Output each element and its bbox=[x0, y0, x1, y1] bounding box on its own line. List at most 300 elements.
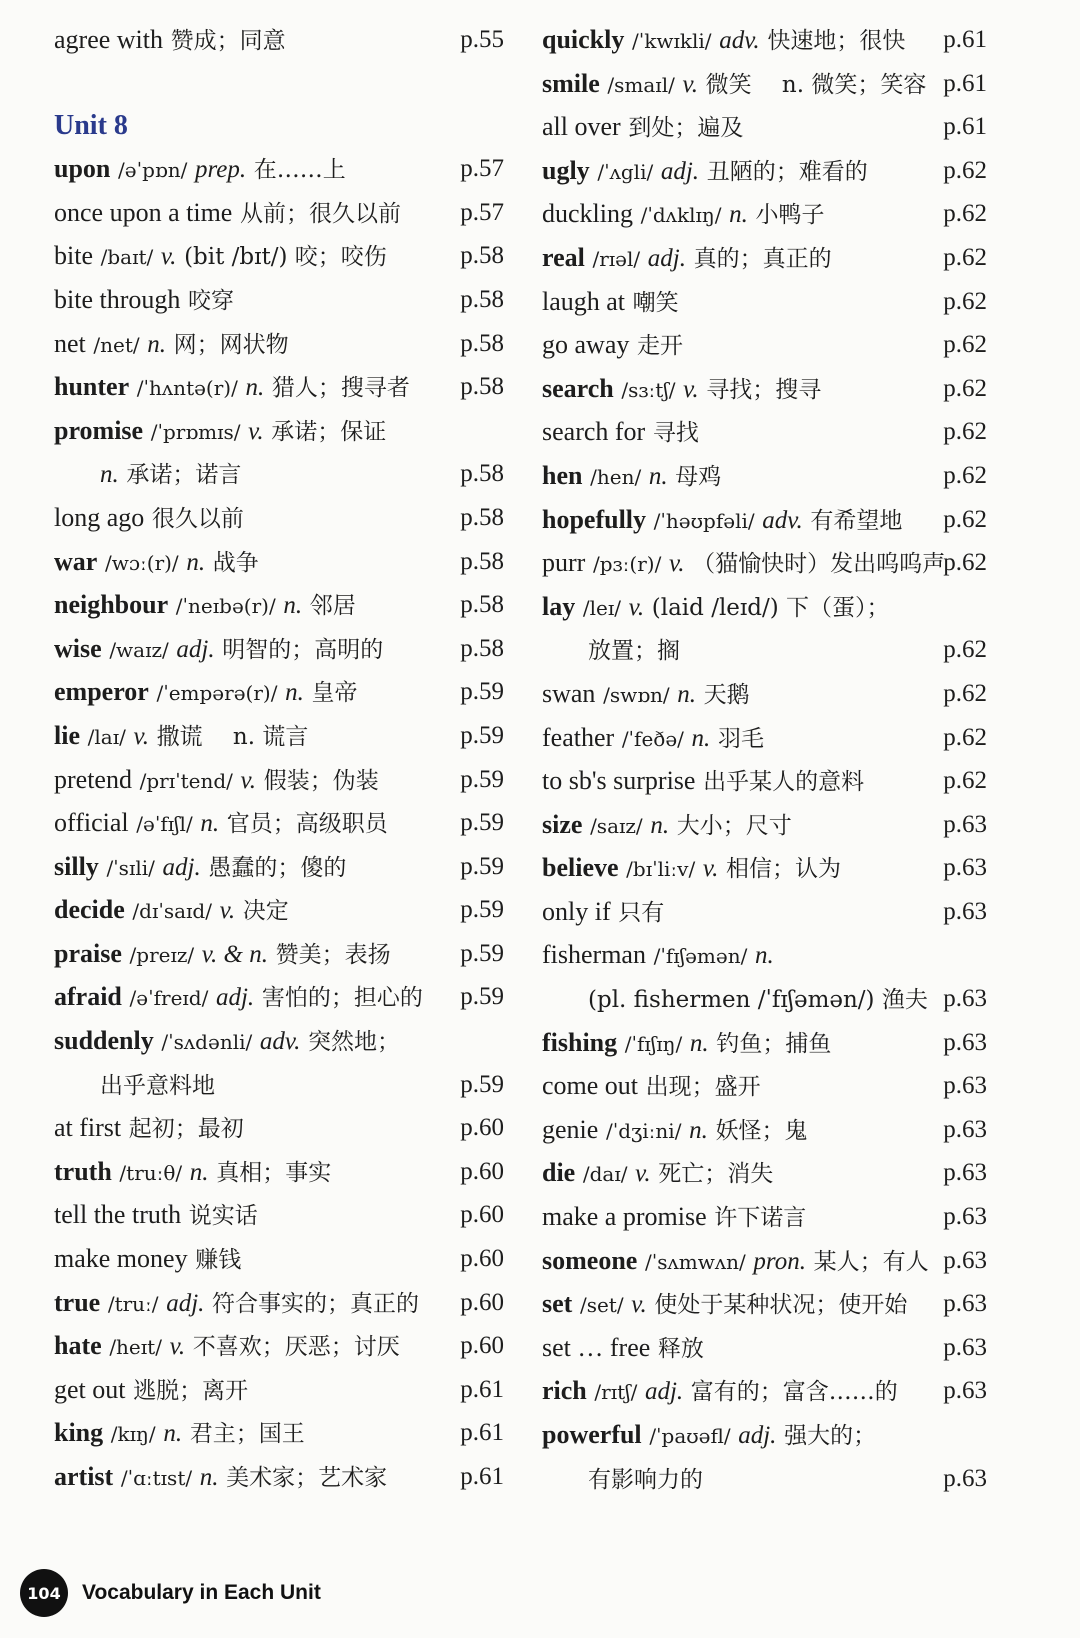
page-ref: p.58 bbox=[460, 329, 504, 357]
vocab-entry bbox=[542, 541, 987, 585]
part-of-speech: n. bbox=[729, 201, 748, 229]
vocab-entry bbox=[54, 583, 504, 627]
phonetic: /prɪˈtend/ bbox=[139, 768, 233, 793]
meaning: 天鹅 bbox=[703, 681, 750, 708]
vocab-entry bbox=[542, 410, 987, 454]
entry-text bbox=[54, 496, 244, 542]
left-column bbox=[54, 18, 504, 1499]
entry-text bbox=[542, 1021, 831, 1067]
headword: duckling bbox=[542, 199, 633, 229]
page-ref: p.57 bbox=[460, 155, 504, 183]
entry-text bbox=[542, 1151, 773, 1197]
headword: lie bbox=[54, 720, 80, 750]
page-ref: p.63 bbox=[943, 1028, 987, 1056]
headword: purr bbox=[542, 548, 586, 578]
headword: official bbox=[54, 808, 129, 838]
headword: believe bbox=[542, 853, 619, 883]
page-ref: p.58 bbox=[460, 460, 504, 488]
entry-text bbox=[54, 191, 401, 237]
entry-text bbox=[542, 62, 926, 108]
entry-text bbox=[54, 1063, 215, 1109]
page-ref: p.58 bbox=[460, 503, 504, 531]
phonetic: /daɪ/ bbox=[582, 1162, 628, 1187]
phonetic: /ˈdʌklɪŋ/ bbox=[640, 203, 722, 228]
headword: powerful bbox=[542, 1420, 642, 1449]
entry-text bbox=[542, 18, 905, 64]
entry-text bbox=[542, 672, 750, 718]
part-of-speech: n. bbox=[691, 724, 711, 752]
entry-text bbox=[542, 803, 792, 849]
vocab-entry bbox=[54, 496, 504, 540]
vocab-entry bbox=[542, 759, 987, 803]
meaning: 假装；伪装 bbox=[263, 767, 379, 794]
vocab-entry bbox=[54, 409, 504, 453]
vocab-entry bbox=[542, 323, 987, 367]
meaning: 放置；搁 bbox=[588, 638, 680, 665]
meaning: 承诺；保证 bbox=[271, 418, 387, 445]
page-ref: p.63 bbox=[943, 985, 987, 1013]
entry-text bbox=[542, 498, 902, 544]
part-of-speech: pron. bbox=[753, 1247, 806, 1275]
entry-text bbox=[54, 932, 391, 978]
phonetic: /əˈfɪʃl/ bbox=[136, 812, 193, 837]
vocab-entry bbox=[542, 933, 987, 977]
phonetic: /ˈneɪbə(r)/ bbox=[175, 594, 276, 619]
meaning: 起初；最初 bbox=[128, 1116, 244, 1143]
page-ref: p.62 bbox=[943, 723, 987, 751]
vocab-entry bbox=[542, 672, 987, 716]
vocab-entry bbox=[542, 1108, 987, 1152]
part-of-speech: prep. bbox=[194, 156, 247, 184]
page-ref: p.59 bbox=[460, 1070, 504, 1098]
headword: make a promise bbox=[542, 1202, 707, 1232]
page-ref: p.63 bbox=[943, 1159, 987, 1187]
vocab-entry bbox=[54, 1324, 504, 1368]
headword: king bbox=[54, 1418, 104, 1448]
page-ref: p.63 bbox=[943, 1464, 987, 1492]
headword: hopefully bbox=[542, 504, 647, 534]
right-column bbox=[542, 18, 987, 1500]
page-ref: p.62 bbox=[943, 331, 987, 359]
meaning: 钓鱼；捕鱼 bbox=[716, 1030, 832, 1057]
meaning: 真相；事实 bbox=[216, 1159, 332, 1186]
entry-text bbox=[542, 367, 821, 413]
unit-heading: Unit 8 bbox=[54, 109, 128, 141]
vocab-entry bbox=[54, 1237, 504, 1281]
page-ref: p.62 bbox=[943, 636, 987, 664]
entry-text bbox=[542, 759, 864, 805]
page-ref: p.61 bbox=[460, 1375, 504, 1403]
part-of-speech: adj. bbox=[176, 635, 215, 663]
part-of-speech: adv. bbox=[719, 27, 760, 54]
phonetic: /net/ bbox=[93, 332, 140, 357]
footer-title: Vocabulary in Each Unit bbox=[82, 1581, 321, 1604]
entry-text bbox=[542, 716, 764, 762]
part-of-speech: n. bbox=[689, 1029, 709, 1057]
meaning: 邻居 bbox=[309, 593, 356, 620]
phonetic: /ˈɑːtɪst/ bbox=[120, 1466, 193, 1490]
entry-text bbox=[54, 801, 388, 847]
vocab-entry bbox=[542, 1413, 987, 1457]
meaning: 强大的； bbox=[784, 1423, 877, 1449]
page-ref: p.55 bbox=[460, 26, 504, 53]
page-ref: p.61 bbox=[943, 26, 987, 53]
entry-text bbox=[542, 149, 868, 195]
entry-text bbox=[54, 583, 356, 629]
vocab-entry bbox=[542, 1282, 987, 1326]
entry-text bbox=[54, 365, 410, 411]
meaning: 妖怪；鬼 bbox=[715, 1117, 808, 1144]
headword: genie bbox=[542, 1114, 599, 1144]
meaning: 皇帝 bbox=[311, 680, 358, 707]
page-ref: p.60 bbox=[460, 1245, 504, 1273]
meaning: 母鸡 bbox=[675, 463, 722, 490]
vocab-entry bbox=[54, 888, 504, 932]
meaning: (bit /bɪt/) 咬；咬伤 bbox=[184, 244, 387, 271]
meaning: 有希望地 bbox=[810, 507, 903, 534]
part-of-speech: v. bbox=[240, 766, 257, 794]
part-of-speech: v. bbox=[702, 855, 719, 883]
phonetic: /truːθ/ bbox=[119, 1160, 183, 1185]
headword: set … free bbox=[542, 1332, 651, 1362]
vocab-entry bbox=[54, 1150, 504, 1194]
part-of-speech: v. bbox=[628, 593, 645, 621]
headword: silly bbox=[54, 851, 99, 881]
page-ref: p.61 bbox=[460, 1419, 504, 1447]
vocab-entry bbox=[542, 1457, 987, 1501]
entry-text bbox=[54, 540, 259, 586]
meaning: 赞成；同意 bbox=[170, 28, 286, 54]
entry-text bbox=[54, 18, 286, 64]
headword: agree with bbox=[54, 25, 164, 54]
entry-text bbox=[542, 280, 679, 326]
phonetic: /hen/ bbox=[590, 464, 642, 489]
entry-text bbox=[54, 1019, 400, 1065]
vocab-entry bbox=[54, 147, 504, 191]
page-ref: p.62 bbox=[943, 549, 987, 577]
meaning: 丑陋的；难看的 bbox=[706, 158, 868, 185]
vocab-entry bbox=[54, 18, 504, 62]
phonetic: /ˈhəʊpfəli/ bbox=[653, 508, 755, 533]
vocab-entry bbox=[54, 975, 504, 1019]
phonetic: /baɪt/ bbox=[100, 245, 154, 270]
vocab-entry bbox=[54, 452, 504, 496]
page-ref: p.58 bbox=[460, 591, 504, 619]
headword: war bbox=[54, 546, 98, 576]
entry-text bbox=[542, 933, 774, 979]
meaning: 使处于某种状况；使开始 bbox=[654, 1292, 908, 1319]
phonetic: /swɒn/ bbox=[603, 682, 670, 707]
vocab-entry bbox=[54, 191, 504, 235]
entry-text bbox=[542, 1195, 806, 1241]
phonetic: /rɪəl/ bbox=[592, 246, 641, 271]
meaning: 只有 bbox=[618, 899, 665, 926]
page-ref: p.61 bbox=[943, 69, 987, 97]
phonetic: /sɜːtʃ/ bbox=[621, 377, 676, 402]
entry-text bbox=[542, 105, 743, 151]
headword: artist bbox=[54, 1462, 114, 1491]
vocab-entry bbox=[54, 627, 504, 671]
meaning: 赞美；表扬 bbox=[275, 941, 391, 968]
entry-text bbox=[54, 278, 234, 324]
entry-text bbox=[54, 1411, 305, 1457]
meaning: 真的；真正的 bbox=[693, 245, 832, 272]
vocab-entry bbox=[542, 585, 987, 629]
phonetic: /ˈdʒiːni/ bbox=[605, 1118, 682, 1143]
vocab-entry bbox=[54, 365, 504, 409]
vocab-entry bbox=[54, 670, 504, 714]
headword: tell the truth bbox=[54, 1200, 182, 1230]
vocab-entry bbox=[542, 105, 987, 149]
meaning: 羽毛 bbox=[717, 725, 764, 752]
page-ref: p.58 bbox=[460, 547, 504, 575]
headword: hunter bbox=[54, 372, 130, 402]
entry-text bbox=[542, 1108, 807, 1154]
entry-text bbox=[542, 1369, 898, 1415]
vocab-entry bbox=[54, 1368, 504, 1412]
vocab-entry bbox=[542, 1195, 987, 1239]
page-ref: p.63 bbox=[943, 1115, 987, 1143]
page-ref: p.62 bbox=[943, 200, 987, 228]
part-of-speech: n. bbox=[650, 811, 670, 839]
phonetic: /heɪt/ bbox=[109, 1335, 162, 1360]
vocab-entry bbox=[54, 1019, 504, 1063]
headword: bite through bbox=[54, 284, 181, 314]
part-of-speech: v. bbox=[133, 722, 149, 750]
entry-text bbox=[542, 1239, 929, 1285]
page-ref: p.61 bbox=[943, 113, 987, 141]
vocab-entry bbox=[542, 803, 987, 847]
phonetic: /ˈprɒmɪs/ bbox=[150, 419, 241, 444]
part-of-speech: v. & n. bbox=[201, 940, 268, 968]
phonetic: /waɪz/ bbox=[109, 637, 169, 662]
headword: long ago bbox=[54, 502, 145, 532]
vocab-entry bbox=[54, 845, 504, 889]
meaning: 猎人；搜寻者 bbox=[271, 375, 410, 402]
phonetic: /preɪz/ bbox=[129, 942, 195, 967]
part-of-speech: adj. bbox=[738, 1422, 777, 1449]
headword: wise bbox=[54, 633, 102, 663]
vocab-entry bbox=[54, 932, 504, 976]
headword: truth bbox=[54, 1156, 112, 1186]
headword: set bbox=[542, 1289, 573, 1319]
meaning: 网；网状物 bbox=[173, 331, 289, 358]
page-ref: p.63 bbox=[943, 1246, 987, 1274]
entry-text bbox=[542, 1457, 703, 1503]
headword: neighbour bbox=[54, 590, 169, 620]
headword: promise bbox=[54, 415, 144, 445]
entry-text bbox=[54, 1368, 248, 1414]
phonetic: /saɪz/ bbox=[590, 813, 643, 838]
headword: someone bbox=[542, 1245, 638, 1275]
page-ref: p.63 bbox=[943, 810, 987, 838]
vocab-entry bbox=[542, 1151, 987, 1195]
part-of-speech: adj. bbox=[644, 1378, 684, 1406]
entry-text bbox=[542, 1064, 761, 1110]
entry-text bbox=[54, 147, 346, 193]
entry-text bbox=[542, 890, 664, 936]
headword: once upon a time bbox=[54, 197, 233, 227]
page-ref: p.60 bbox=[460, 1332, 504, 1360]
phonetic: /bɪˈliːv/ bbox=[626, 857, 696, 882]
headword: bite bbox=[54, 241, 93, 271]
page-ref: p.63 bbox=[943, 1377, 987, 1405]
part-of-speech: adv. bbox=[259, 1028, 301, 1056]
entry-text bbox=[542, 541, 945, 587]
meaning: (laid /leɪd/) 下（蛋）； bbox=[651, 594, 890, 621]
meaning: 某人；有人 bbox=[813, 1248, 929, 1275]
page-ref: p.57 bbox=[460, 198, 504, 226]
phonetic: /ˈkwɪkli/ bbox=[632, 29, 712, 53]
part-of-speech: n. bbox=[200, 810, 220, 838]
entry-text bbox=[542, 192, 825, 238]
page-ref: p.62 bbox=[943, 243, 987, 271]
vocab-entry bbox=[542, 149, 987, 193]
entry-text bbox=[542, 1282, 907, 1328]
headword: search for bbox=[542, 417, 646, 447]
phonetic: /ˈempərə(r)/ bbox=[156, 681, 278, 706]
meaning: 说实话 bbox=[188, 1203, 258, 1230]
phonetic: /ˈsʌdənli/ bbox=[161, 1030, 253, 1055]
entry-text bbox=[542, 1326, 704, 1372]
part-of-speech: v. bbox=[169, 1333, 186, 1361]
headword: lay bbox=[542, 591, 576, 621]
vocab-entry bbox=[542, 1326, 987, 1370]
entry-text bbox=[54, 1106, 244, 1152]
headword: decide bbox=[54, 895, 125, 925]
headword: get out bbox=[54, 1374, 126, 1404]
page-ref: p.60 bbox=[460, 1114, 504, 1142]
vocab-entry bbox=[542, 62, 987, 106]
part-of-speech: n. bbox=[689, 1116, 708, 1144]
headword: go away bbox=[542, 330, 630, 360]
entry-text bbox=[54, 452, 241, 498]
meaning: 死亡；消失 bbox=[658, 1161, 774, 1188]
page-ref: p.62 bbox=[943, 374, 987, 402]
meaning: 愚蠢的；傻的 bbox=[208, 854, 347, 881]
part-of-speech: n. bbox=[245, 374, 265, 402]
page-ref: p.59 bbox=[460, 721, 504, 749]
meaning: 决定 bbox=[242, 898, 289, 925]
meaning: 很久以前 bbox=[151, 505, 244, 532]
entry-text bbox=[542, 236, 832, 282]
meaning: 到处；遍及 bbox=[628, 115, 744, 142]
headword: net bbox=[54, 328, 86, 358]
meaning: 小鸭子 bbox=[755, 202, 825, 229]
headword: ugly bbox=[542, 155, 590, 185]
meaning: 相信；认为 bbox=[725, 856, 841, 883]
part-of-speech: n. bbox=[186, 548, 206, 576]
page-ref: p.59 bbox=[460, 765, 504, 793]
meaning: (pl. fishermen /ˈfɪʃəmən/) 渔夫 bbox=[588, 987, 928, 1014]
headword: pretend bbox=[54, 764, 132, 794]
entry-text bbox=[54, 627, 383, 673]
meaning: 咬穿 bbox=[188, 287, 235, 314]
meaning: 微笑 n. 微笑；笑容 bbox=[705, 71, 927, 98]
part-of-speech: v. bbox=[683, 375, 699, 403]
entry-text bbox=[54, 1324, 400, 1370]
phonetic: /pɜː(r)/ bbox=[592, 552, 662, 577]
headword: swan bbox=[542, 678, 596, 708]
part-of-speech: v. bbox=[160, 243, 177, 271]
vocab-entry bbox=[542, 498, 987, 542]
vocab-entry bbox=[54, 1193, 504, 1237]
entry-text bbox=[54, 1455, 387, 1501]
meaning: 明智的；高明的 bbox=[222, 636, 384, 663]
entry-text bbox=[54, 888, 289, 934]
vocab-entry bbox=[542, 890, 987, 934]
vocab-entry bbox=[542, 280, 987, 324]
phonetic: /leɪ/ bbox=[582, 595, 621, 620]
meaning: 寻找 bbox=[652, 420, 699, 447]
entry-text bbox=[54, 714, 308, 760]
page-ref: p.62 bbox=[943, 156, 987, 184]
phonetic: /ˈfeðə/ bbox=[621, 726, 684, 751]
phonetic: /əˈfreɪd/ bbox=[129, 986, 209, 1011]
phonetic: /laɪ/ bbox=[87, 724, 126, 749]
entry-text bbox=[54, 670, 357, 716]
entry-text bbox=[54, 1281, 419, 1327]
entry-text bbox=[54, 1150, 331, 1196]
phonetic: /ˈfɪʃəmən/ bbox=[653, 944, 748, 969]
part-of-speech: n. bbox=[147, 330, 167, 358]
page-ref: p.58 bbox=[460, 285, 504, 313]
page-ref: p.63 bbox=[943, 897, 987, 925]
part-of-speech: n. bbox=[100, 461, 119, 489]
page-number-badge: 104 bbox=[20, 1569, 68, 1617]
part-of-speech: v. bbox=[682, 70, 698, 98]
meaning: 官员；高级职员 bbox=[226, 811, 388, 838]
vocab-entry bbox=[542, 236, 987, 280]
vocab-entry bbox=[542, 367, 987, 411]
headword: real bbox=[542, 242, 585, 272]
meaning: 快速地；很快 bbox=[767, 28, 906, 54]
part-of-speech: n. bbox=[189, 1158, 209, 1186]
headword: fishing bbox=[542, 1027, 618, 1057]
part-of-speech: n. bbox=[677, 680, 697, 708]
headword: hate bbox=[54, 1331, 102, 1361]
phonetic: /rɪtʃ/ bbox=[594, 1380, 638, 1405]
page-ref: p.62 bbox=[943, 767, 987, 795]
part-of-speech: adj. bbox=[166, 1289, 205, 1317]
vocab-entry bbox=[54, 1411, 504, 1455]
headword: size bbox=[542, 809, 583, 839]
entry-text bbox=[54, 234, 387, 280]
vocab-entry bbox=[54, 758, 504, 802]
vocab-entry bbox=[542, 628, 987, 672]
phonetic: /ˈhʌntə(r)/ bbox=[136, 376, 238, 401]
phonetic: /ˈsʌmwʌn/ bbox=[644, 1249, 746, 1274]
entry-text bbox=[54, 1193, 258, 1239]
meaning: 出乎意料地 bbox=[100, 1072, 215, 1099]
entry-text bbox=[54, 409, 386, 455]
page-ref: p.63 bbox=[943, 1072, 987, 1100]
vocab-entry bbox=[54, 1281, 504, 1325]
vocab-entry bbox=[542, 454, 987, 498]
entry-text bbox=[542, 846, 841, 892]
entry-text bbox=[542, 323, 683, 369]
meaning: 符合事实的；真正的 bbox=[212, 1290, 420, 1317]
part-of-speech: adj. bbox=[215, 984, 255, 1012]
headword: praise bbox=[54, 938, 122, 968]
headword: smile bbox=[542, 68, 600, 98]
page-ref: p.58 bbox=[460, 373, 504, 401]
page-ref: p.59 bbox=[460, 939, 504, 967]
part-of-speech: adj. bbox=[660, 157, 700, 185]
headword: make money bbox=[54, 1244, 188, 1274]
page-footer bbox=[20, 1568, 321, 1618]
headword: afraid bbox=[54, 982, 122, 1012]
